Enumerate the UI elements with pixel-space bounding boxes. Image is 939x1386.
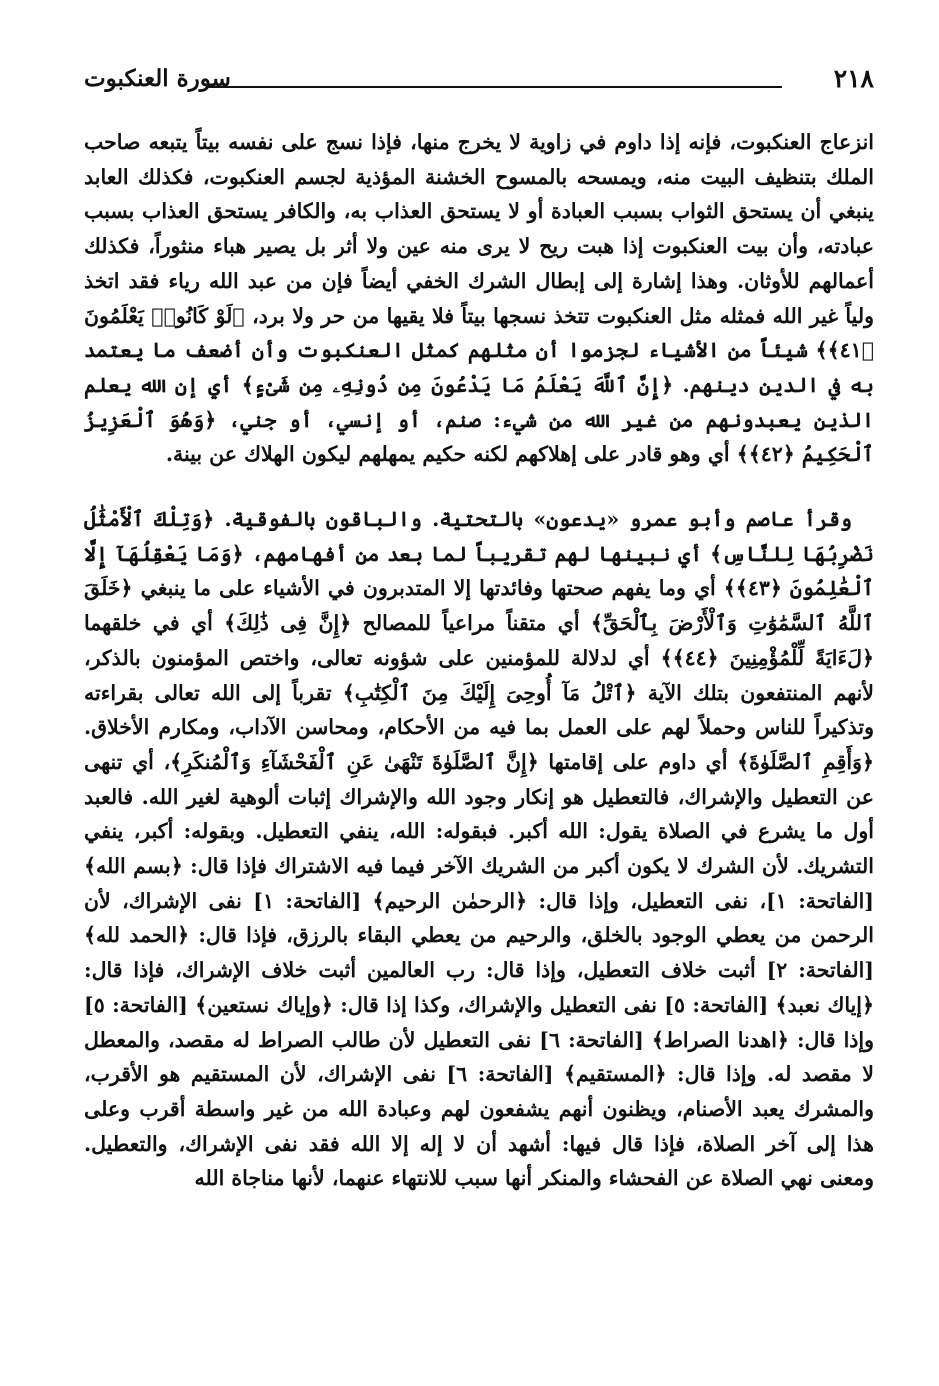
header-divider	[208, 86, 782, 88]
running-title: سورة العنكبوت	[84, 65, 231, 92]
paragraph: انزعاج العنكبوت، فإنه إذا داوم في زاوية لا يخرج منها، فإذا نسج على نفسه بيتاً يتبعه صاحب الملك بتنظيف البيت منه، ويمسحه بالمسوح الخشنة المؤذية لجسم العنكبوت، فكذلك العابد ينبغي أن يستحق الثواب بسبب العبادة أو لا يستحق العذاب به، والكافر يستحق العذاب بسبب عبادته، وأن بيت العنكبوت إذا هبت ريح لا يرى منه عين ولا أثر بل يصير هباء منثوراً، فكذلك أعمالهم للأوثان. وهذا إشارة إلى إبطال الشرك الخفي أيضاً فإن من عبد الله رياء فقد اتخذ ولياً غير الله فمثله مثل العنكبوت تتخذ نسجها بيتاً فلا يقيها من حر ولا برد، ﴿لَوْ كَانُوا۟ يَعْلَمُونَ ﴿٤١﴾﴾ شيئاً من الأشياء لجزموا أن مثلهم كمثل العنكبوت وأن أضعف ما يعتمد به في الدين دينهم. ﴿إِنَّ ٱللَّهَ يَعْلَمُ مَا يَدْعُونَ مِن دُونِهِۦ مِن شَىْءٍ﴾ أي إن الله يعلم الذين يعبدونهم من غير الله من شيء: صنم، أو إنسي، أو جني، ﴿وَهُوَ ٱلْعَزِيزُ ٱلْحَكِيمُ ﴿٤٢﴾﴾ أي وهو قادر على إهلاكهم لكنه حكيم يمهلهم ليكون الهلاك عن بينة.	[84, 130, 874, 467]
body-text	[84, 125, 874, 1196]
paragraph: وقرأ عاصم وأبو عمرو «يدعون» بالتحتية. والباقون بالفوقية. ﴿وَتِلْكَ ٱلْأَمْثَٰلُ نَضْرِبُهَا لِلنَّاسِ﴾ أي نبينها لهم تقريباً لما بعد من أفهامهم، ﴿وَمَا يَعْقِلُهَآ إِلَّا ٱلْعَٰلِمُونَ ﴿٤٣﴾﴾ أي وما يفهم صحتها وفائدتها إلا المتدبرون في الأشياء على ما ينبغي ﴿خَلَقَ ٱللَّهُ ٱلسَّمَٰوَٰتِ وَٱلْأَرْضَ بِٱلْحَقِّ﴾ أي متقناً مراعياً للمصالح ﴿إِنَّ فِى ذَٰلِكَ﴾ أي في خلقهما ﴿لَءَايَةً لِّلْمُؤْمِنِينَ ﴿٤٤﴾﴾ أي لدلالة للمؤمنين على شؤونه تعالى، واختص المؤمنون بالذكر، لأنهم المنتفعون بتلك الآية ﴿ٱتْلُ مَآ أُوحِىَ إِلَيْكَ مِنَ ٱلْكِتَٰبِ﴾ تقرباً إلى الله تعالى بقراءته وتذكيراً للناس وحملاً لهم على العمل بما فيه من الأحكام، ومحاسن الآداب، ومكارم الأخلاق. ﴿وَأَقِمِ ٱلصَّلَوٰةَ﴾ أي داوم على إقامتها ﴿إِنَّ ٱلصَّلَوٰةَ تَنْهَىٰ عَنِ ٱلْفَحْشَآءِ وَٱلْمُنكَرِ﴾، أي تنهى عن التعطيل والإشراك، فالتعطيل هو إنكار وجود الله والإشراك إثبات ألوهية لغير الله. فالعبد أول ما يشرع في الصلاة يقول: الله أكبر. فبقوله: الله، ينفي التعطيل. وبقوله: أكبر، ينفي التشريك. لأن الشرك لا يكون أكبر من الشريك الآخر فيما فيه الاشتراك فإذا قال: ﴿بسم الله﴾ [الفاتحة: ١]، نفى التعطيل، وإذا قال: ﴿الرحمٰن الرحيم﴾ [الفاتحة: ١] نفى الإشراك، لأن الرحمن من يعطي الوجود بالخلق، والرحيم من يعطي البقاء بالرزق، فإذا قال: ﴿الحمد لله﴾ [الفاتحة: ٢] أثبت خلاف التعطيل، وإذا قال: رب العالمين أثبت خلاف الإشراك، فإذا قال: ﴿إياك نعبد﴾ [الفاتحة: ٥] نفى التعطيل والإشراك، وكذا إذا قال: ﴿وإياك نستعين﴾ [الفاتحة: ٥] وإذا قال: ﴿اهدنا الصراط﴾ [الفاتحة: ٦] نفى التعطيل لأن طالب الصراط له مقصد، والمعطل لا مقصد له. وإذا قال: ﴿المستقيم﴾ [الفاتحة: ٦] نفى الإشراك، لأن المستقيم هو الأقرب، والمشرك يعبد الأصنام، ويظنون أنهم يشفعون لهم وعبادة الله من غير واسطة أقرب وعلى هذا إلى آخر الصلاة، فإذا قال فيها: أشهد أن لا إله إلا الله فقد نفى الإشراك، والتعطيل. ومعنى نهي الصلاة عن الفحشاء والمنكر أنها سبب للانتهاء عنهما، لأنها مناجاة الله	[84, 507, 875, 1191]
page-number: ٢١٨	[833, 64, 874, 93]
page-header	[84, 58, 874, 98]
